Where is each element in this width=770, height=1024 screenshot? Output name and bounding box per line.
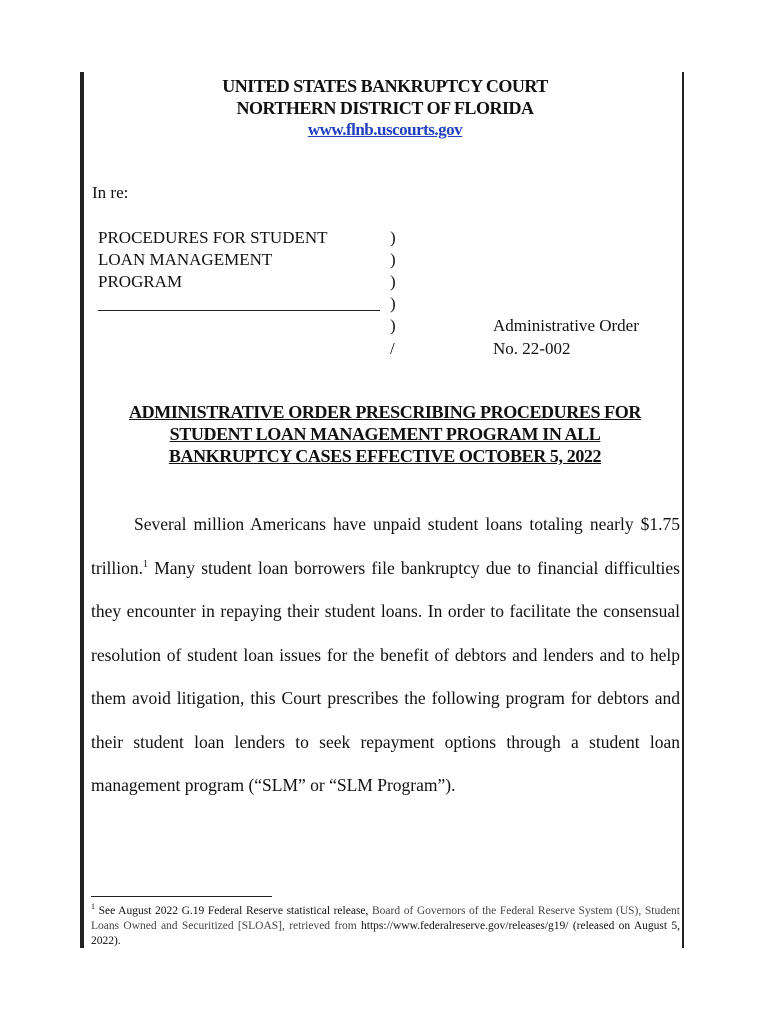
- footnote-text-part-1: See August 2022 G.19 Federal Reserve statistical release,: [95, 905, 372, 917]
- caption-paren: ): [390, 294, 396, 313]
- footnote-separator: [91, 896, 272, 897]
- order-title-line-2: STUDENT LOAN MANAGEMENT PROGRAM IN ALL: [169, 424, 601, 444]
- footnote-text-part-2: Board of Governors of the Federal Reserve System (US), Student Loans Owned and Securitized [SLOAS], retrieved from: [91, 905, 680, 932]
- caption-paren: ): [390, 250, 396, 269]
- footnote-reference[interactable]: 1: [143, 558, 149, 570]
- caption-line-3: PROGRAM: [98, 272, 183, 291]
- footnote-text-part-3: https://www.federalreserve.gov/releases/g19/ (released on August 5, 2022).: [91, 920, 680, 947]
- caption-slash: /: [390, 339, 395, 358]
- caption-line-1: PROCEDURES FOR STUDENT: [98, 228, 328, 247]
- body-text-part-1: Several million Americans have unpaid student loans totaling nearly $1.75 trillion.: [91, 514, 680, 578]
- in-re-label: In re:: [92, 183, 129, 202]
- court-name: UNITED STATES BANKRUPTCY COURT: [222, 76, 548, 96]
- court-website-link[interactable]: www.flnb.uscourts.gov: [307, 120, 463, 139]
- caption-underline: [98, 310, 380, 311]
- left-margin-rule: [80, 72, 84, 948]
- footnote-number: 1: [91, 902, 95, 912]
- district-name: NORTHERN DISTRICT OF FLORIDA: [236, 98, 534, 118]
- administrative-order-label: Administrative Order: [493, 316, 639, 335]
- body-paragraph: [91, 503, 680, 808]
- order-title-line-3: BANKRUPTCY CASES EFFECTIVE OCTOBER 5, 2022: [168, 446, 602, 466]
- caption-line-2: LOAN MANAGEMENT: [98, 250, 273, 269]
- body-text-part-2: Many student loan borrowers file bankruptcy due to financial difficulties they encounter in repaying their student loans. In order to facilitate the consensual resolution of student loan issues for the benefit of debtors and lenders and to help them avoid litigation, this Court prescribes the following program for debtors and their student loan lenders to seek repayment options through a student loan management program (“SLM” or “SLM Program”).: [91, 557, 680, 795]
- order-title-line-1: ADMINISTRATIVE ORDER PRESCRIBING PROCEDURES FOR: [129, 402, 641, 422]
- footnote: [91, 904, 680, 949]
- caption-paren: ): [390, 316, 396, 335]
- right-margin-rule: [682, 72, 684, 948]
- caption-paren: ): [390, 272, 396, 291]
- caption-paren: ): [390, 228, 396, 247]
- administrative-order-number: No. 22-002: [493, 339, 571, 358]
